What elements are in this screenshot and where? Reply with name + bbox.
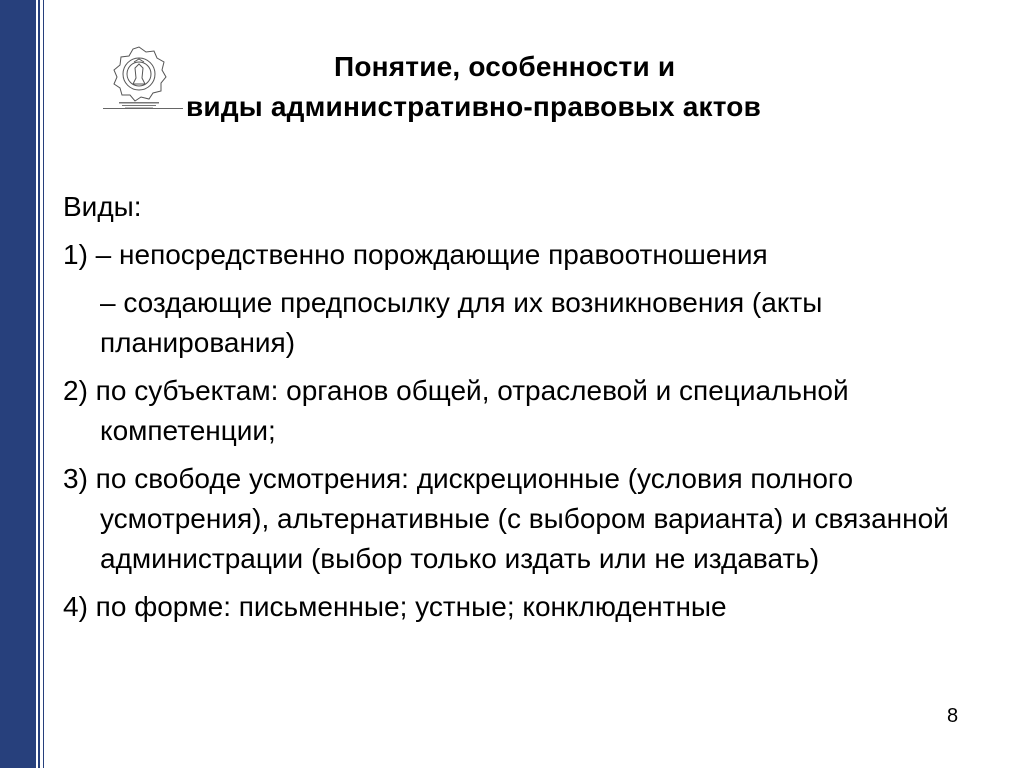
logo-underline (103, 108, 183, 109)
list-item: – создающие предпосылку для их возникновения (акты планирования) (100, 287, 823, 358)
title-line-2: виды административно-правовых актов (186, 91, 761, 122)
section-label: Виды: (63, 191, 142, 222)
list-item: 1) – непосредственно порождающие правоотношения (63, 239, 768, 270)
side-stripe (43, 0, 44, 768)
university-seal-logo (103, 44, 175, 110)
side-bar (0, 0, 36, 768)
slide-title (180, 47, 940, 127)
side-stripe (38, 0, 40, 768)
page-number: 8 (947, 705, 959, 727)
slide-body (63, 187, 983, 627)
title-line-1: Понятие, особенности и (334, 51, 676, 82)
list-item: 3) по свободе усмотрения: дискреционные (условия полного усмотрения), альтернативные (с выбором варианта) и связанной администрации (выбор только издать или не издавать) (63, 463, 949, 574)
list-item: 2) по субъектам: органов общей, отраслевой и специальной компетенции; (63, 375, 849, 446)
list-item: 4) по форме: письменные; устные; конклюдентные (63, 591, 727, 622)
